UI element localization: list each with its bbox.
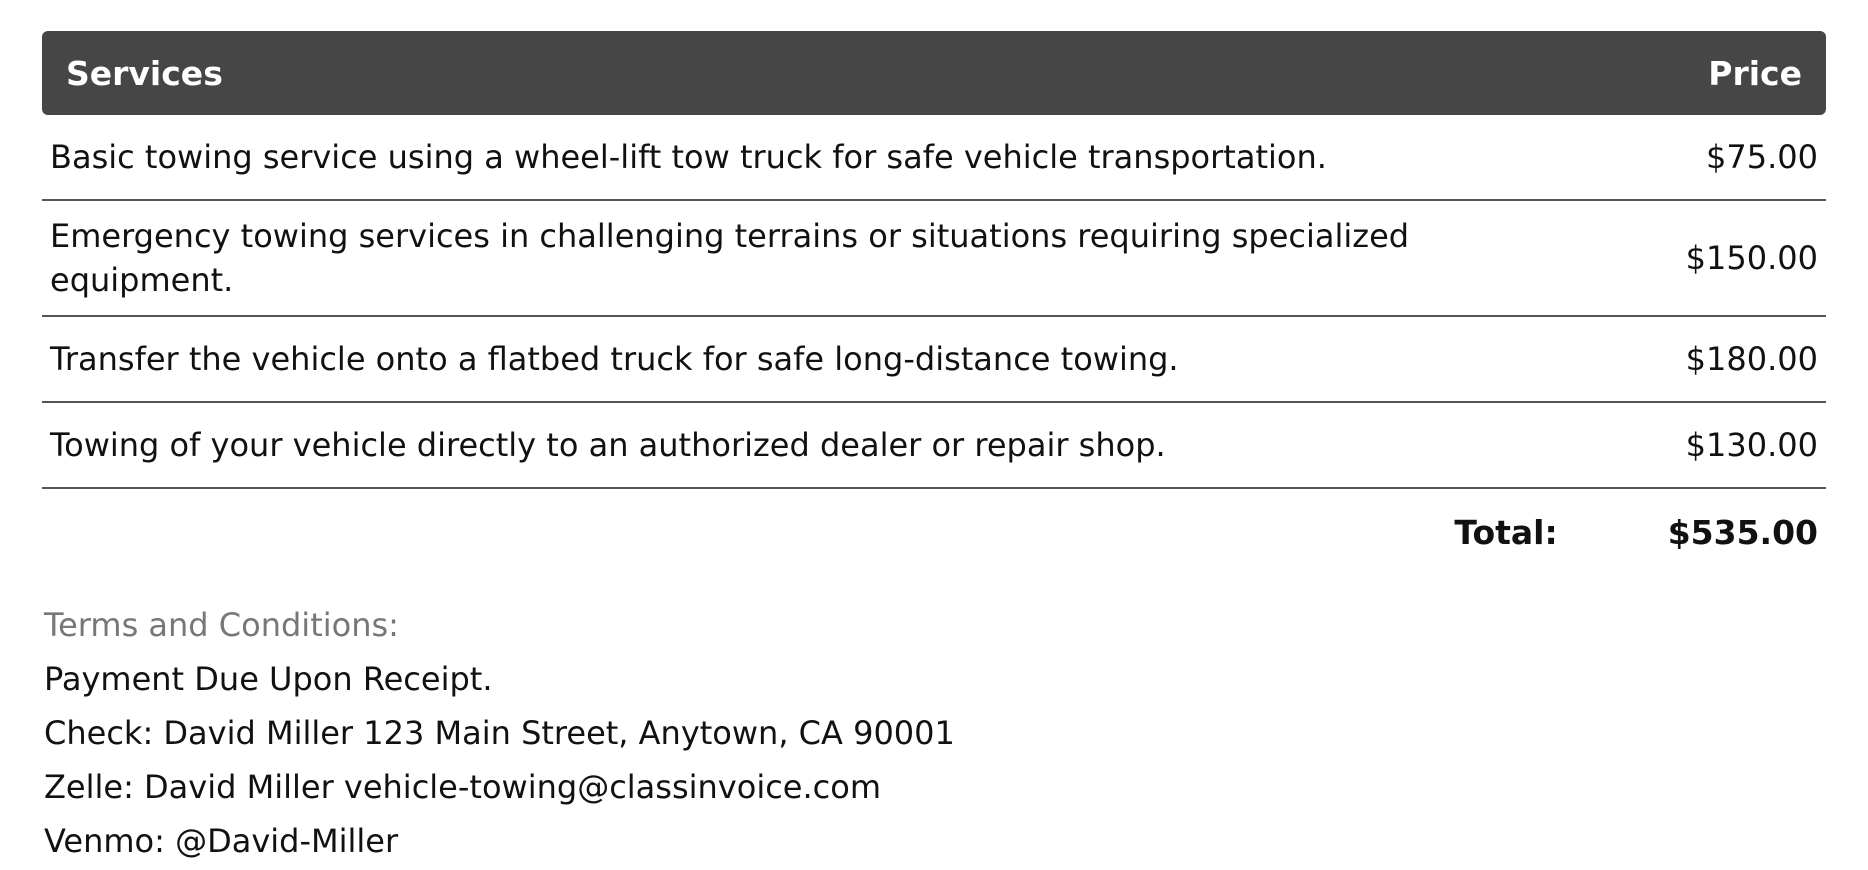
table-row xyxy=(42,403,1826,489)
table-body xyxy=(42,115,1826,489)
terms-and-conditions xyxy=(44,598,955,868)
venmo-payment-info: Venmo: @David-Miller xyxy=(44,822,399,860)
zelle-payment-info: Zelle: David Miller vehicle-towing@classinvoice.com xyxy=(44,768,881,806)
total-amount: $535.00 xyxy=(1667,512,1818,552)
price-column-header: Price xyxy=(1570,31,1826,115)
terms-heading: Terms and Conditions: xyxy=(44,606,399,644)
total-label: Total: xyxy=(1454,512,1558,552)
services-table xyxy=(42,31,1826,489)
check-payment-info: Check: David Miller 123 Main Street, Anytown, CA 90001 xyxy=(44,714,955,752)
service-description: Towing of your vehicle directly to an authorized dealer or repair shop. xyxy=(42,403,1570,489)
total-row xyxy=(42,489,1826,575)
service-description: Transfer the vehicle onto a flatbed truck for safe long-distance towing. xyxy=(42,317,1570,403)
service-price: $75.00 xyxy=(1570,115,1826,201)
service-description: Emergency towing services in challenging terrains or situations requiring specialized equipment. xyxy=(42,201,1570,317)
service-price: $130.00 xyxy=(1570,403,1826,489)
payment-due-note: Payment Due Upon Receipt. xyxy=(44,660,493,698)
service-price: $150.00 xyxy=(1570,201,1826,317)
table-row xyxy=(42,317,1826,403)
table-header xyxy=(42,31,1826,115)
header-row xyxy=(42,31,1826,115)
services-column-header: Services xyxy=(42,31,1570,115)
table-row xyxy=(42,115,1826,201)
invoice-services-section xyxy=(42,31,1826,575)
service-price: $180.00 xyxy=(1570,317,1826,403)
service-description: Basic towing service using a wheel-lift tow truck for safe vehicle transportation. xyxy=(42,115,1570,201)
table-row xyxy=(42,201,1826,317)
